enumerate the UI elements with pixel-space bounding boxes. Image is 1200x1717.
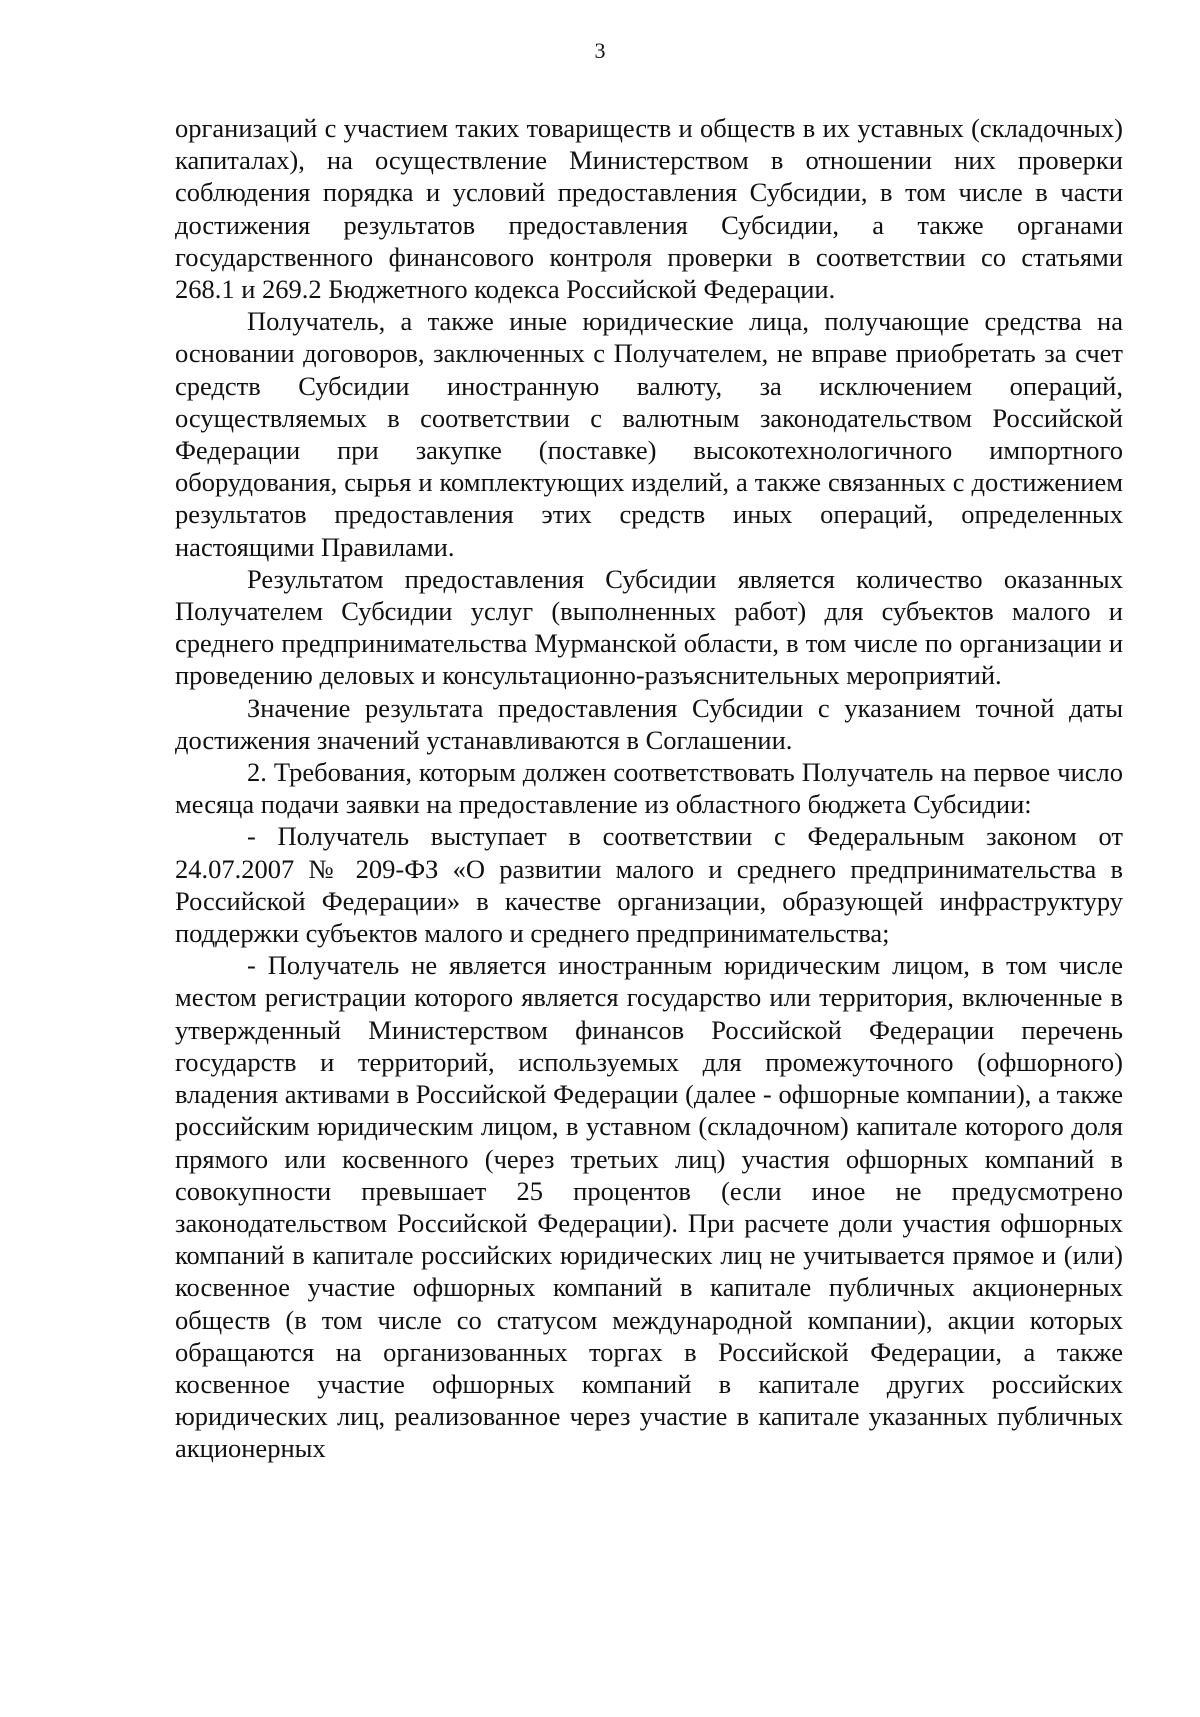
- list-item-infrastructure: - Получатель выступает в соответствии с Федеральным законом от 24.07.2007 № 209-ФЗ «О развитии малого и среднего предпринимательства в Российской Федерации» в качестве организации, образующей инфраструктуру поддержки субъектов малого и среднего предпринимательства;: [175, 821, 1123, 949]
- paragraph-result-value: Значение результата предоставления Субсидии с указанием точной даты достижения значений устанавливаются в Соглашении.: [175, 692, 1123, 755]
- list-item-offshore: - Получатель не является иностранным юридическим лицом, в том числе местом регистрации которого является государство или территория, включенные в утвержденный Министерством финансов Российской Федерации перечень государств и территорий, используемых для промежуточного (офшорного) владения активами в Российской Федерации (далее - офшорные компании), а также российским юридическим лицом, в уставном (складочном) капитале которого доля прямого или косвенного (через третьих лиц) участия офшорных компаний в совокупности превышает 25 процентов (если иное не предусмотрено законодательством Российской Федерации). При расчете доли участия офшорных компаний в капитале российских юридических лиц не учитывается прямое и (или) косвенное участие офшорных компаний в капитале публичных акционерных обществ (в том числе со статусом международной компании), акции которых обращаются на организованных торгах в Российской Федерации, а также косвенное участие офшорных компаний в капитале других российских юридических лиц, реализованное через участие в капитале указанных публичных акционерных: [175, 950, 1123, 1464]
- page-number: 3: [594, 38, 606, 63]
- document-body: [175, 112, 1123, 1465]
- paragraph-continuation: организаций с участием таких товариществ и обществ в их уставных (складочных) капиталах), на осуществление Министерством в отношении них проверки соблюдения порядка и условий предоставления Субсидии, в том числе в части достижения результатов предоставления Субсидии, а также органами государственного финансового контроля проверки в соответствии со статьями 268.1 и 269.2 Бюджетного кодекса Российской Федерации.: [175, 113, 1123, 305]
- paragraph-currency-restriction: Получатель, а также иные юридические лица, получающие средства на основании договоров, заключенных с Получателем, не вправе приобретать за счет средств Субсидии иностранную валюту, за исключением операций, осуществляемых в соответствии с валютным законодательством Российской Федерации при закупке (поставке) высокотехнологичного импортного оборудования, сырья и комплектующих изделий, а также связанных с достижением результатов предоставления этих средств иных операций, определенных настоящими Правилами.: [175, 306, 1123, 562]
- paragraph-requirements-heading: 2. Требования, которым должен соответствовать Получатель на первое число месяца подачи заявки на предоставление из областного бюджета Субсидии:: [175, 757, 1123, 820]
- paragraph-subsidy-result: Результатом предоставления Субсидии является количество оказанных Получателем Субсидии услуг (выполненных работ) для субъектов малого и среднего предпринимательства Мурманской области, в том числе по организации и проведению деловых и консультационно-разъяснительных мероприятий.: [175, 563, 1123, 691]
